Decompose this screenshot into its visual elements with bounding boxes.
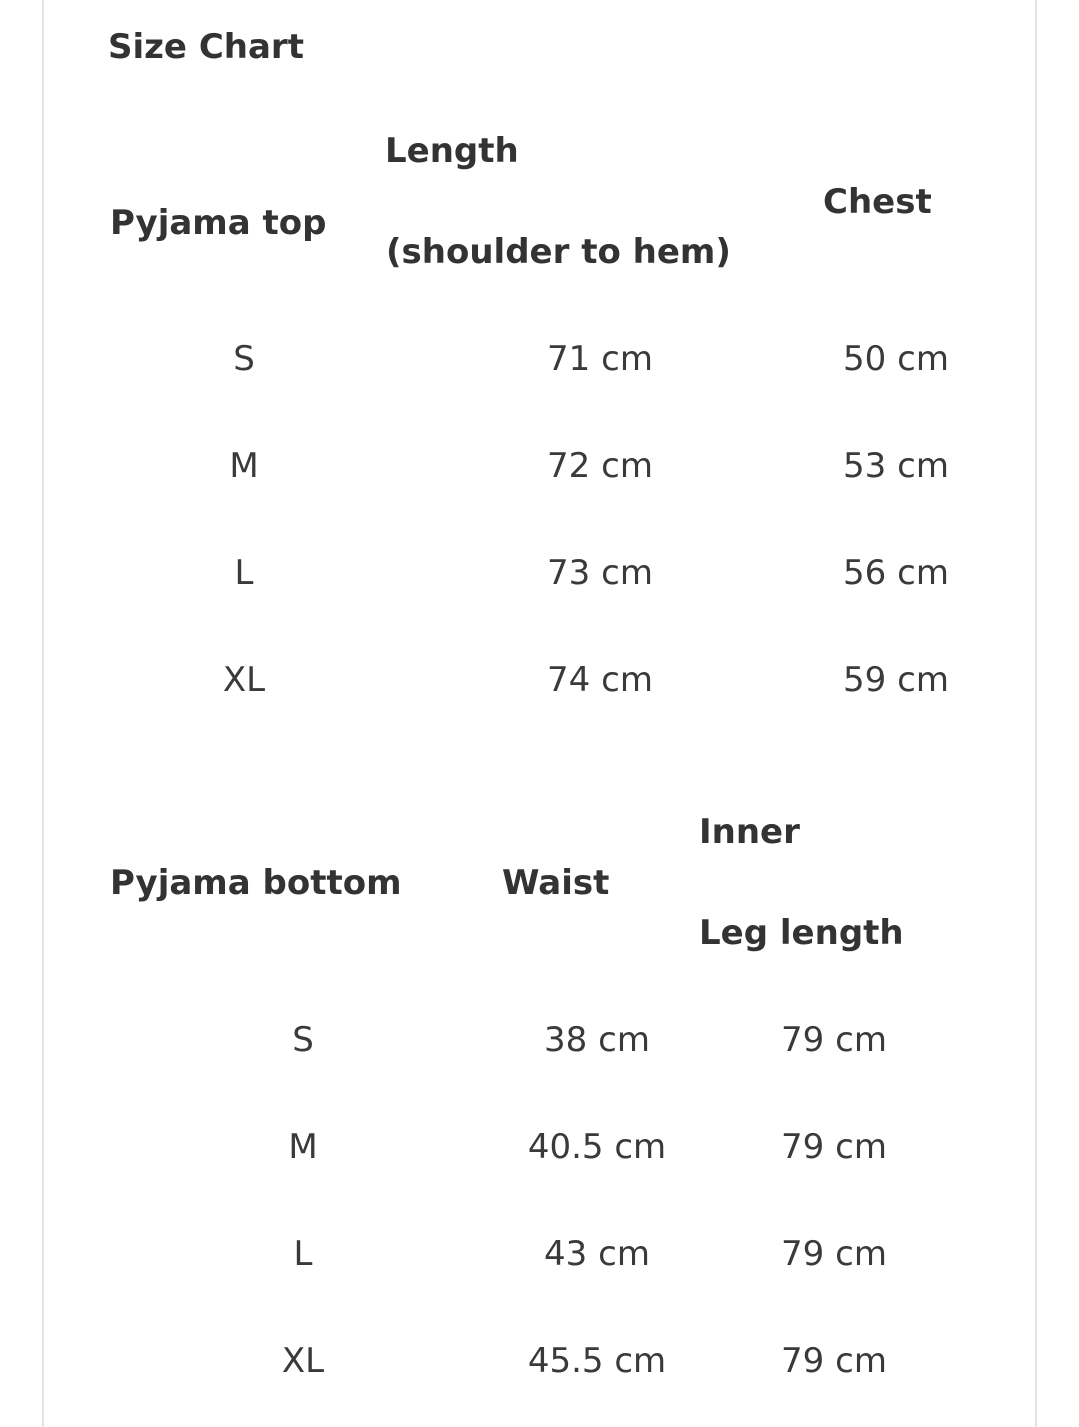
header-pyjama-top: Pyjama top: [110, 203, 327, 243]
bottom-waist-cell: 43 cm: [544, 1234, 650, 1274]
bottom-leg-cell: 79 cm: [781, 1341, 887, 1381]
bottom-size-cell: S: [292, 1020, 314, 1060]
bottom-waist-cell: 38 cm: [544, 1020, 650, 1060]
top-size-cell: L: [234, 553, 254, 593]
top-length-cell: 71 cm: [547, 339, 653, 379]
bottom-waist-cell: 45.5 cm: [527, 1341, 667, 1381]
bottom-leg-cell: 79 cm: [781, 1234, 887, 1274]
bottom-size-cell: L: [293, 1234, 313, 1274]
header-pyjama-bottom: Pyjama bottom: [110, 863, 402, 903]
top-length-cell: 73 cm: [547, 553, 653, 593]
bottom-size-cell: M: [288, 1127, 318, 1167]
header-length-line2: (shoulder to hem): [386, 232, 731, 272]
top-chest-cell: 59 cm: [843, 660, 949, 700]
bottom-leg-cell: 79 cm: [781, 1127, 887, 1167]
top-length-cell: 74 cm: [547, 660, 653, 700]
top-chest-cell: 53 cm: [843, 446, 949, 486]
header-waist: Waist: [502, 863, 610, 903]
top-size-cell: S: [233, 339, 255, 379]
top-chest-cell: 56 cm: [843, 553, 949, 593]
top-length-cell: 72 cm: [547, 446, 653, 486]
bottom-leg-cell: 79 cm: [781, 1020, 887, 1060]
top-size-cell: M: [229, 446, 259, 486]
page-title: Size Chart: [108, 27, 304, 67]
bottom-size-cell: XL: [281, 1341, 325, 1381]
page-border-left: [42, 0, 44, 1427]
header-leg-length-line2: Leg length: [699, 913, 904, 953]
page-border-right: [1035, 0, 1037, 1427]
header-length-line1: Length: [385, 131, 519, 171]
bottom-waist-cell: 40.5 cm: [527, 1127, 667, 1167]
header-inner-line1: Inner: [699, 812, 800, 852]
top-chest-cell: 50 cm: [843, 339, 949, 379]
header-chest: Chest: [823, 182, 932, 222]
top-size-cell: XL: [222, 660, 266, 700]
